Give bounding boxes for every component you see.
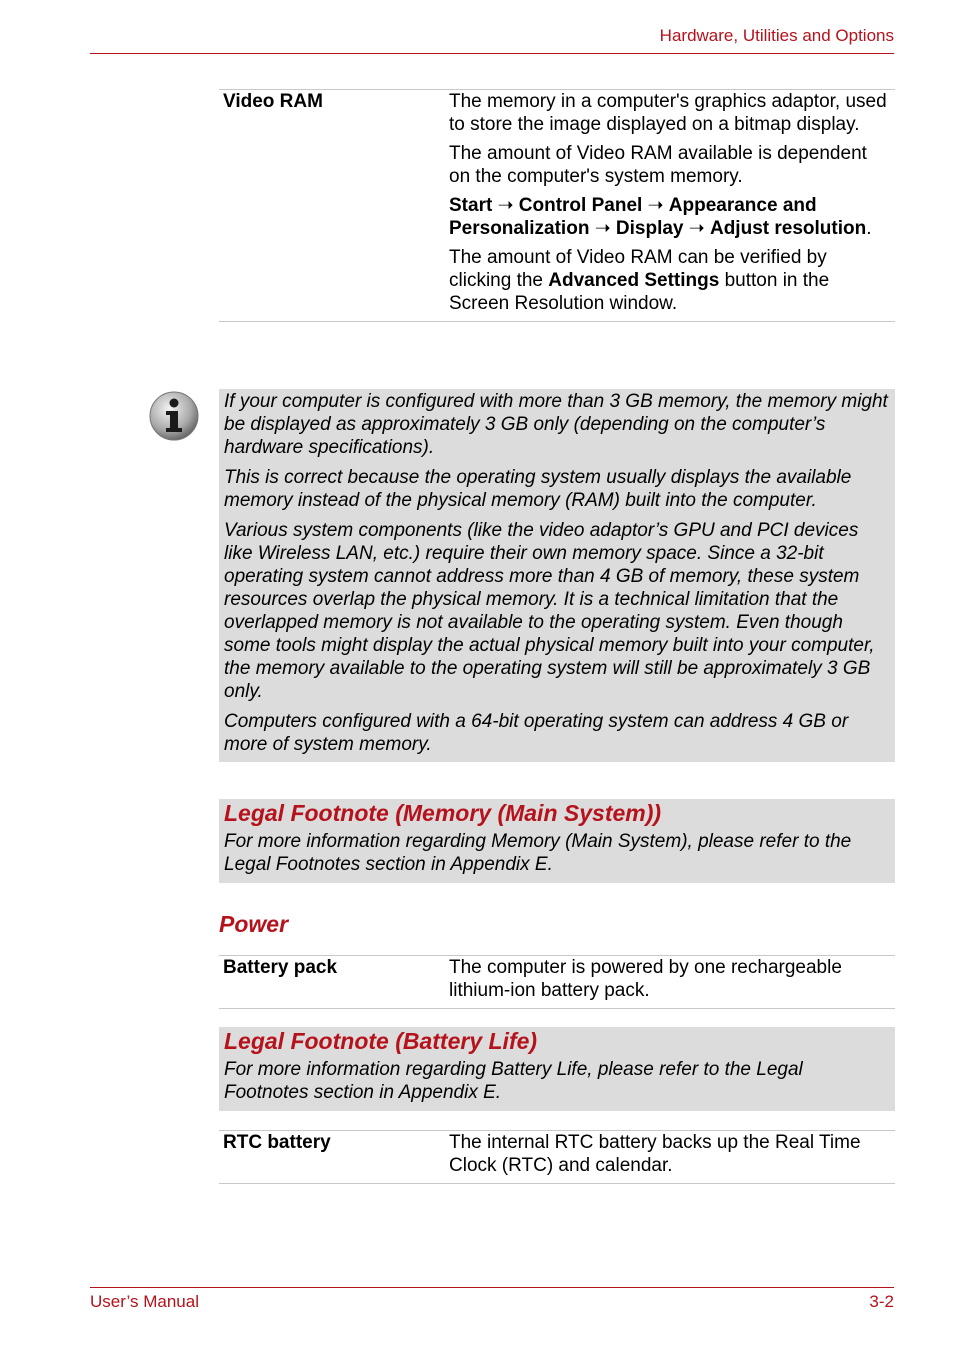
note-paragraph-4: Computers configured with a 64-bit operating system can address 4 GB or more of system memory. [224, 711, 849, 755]
path-appearance: Appearance and Personalization [449, 195, 817, 239]
legal-box-battery [219, 1027, 895, 1111]
section-heading-power: Power [219, 911, 289, 937]
desc-video-ram [445, 90, 895, 322]
term-battery-pack: Battery pack [223, 957, 338, 978]
path-start: Start [449, 195, 493, 216]
battery-pack-desc: The computer is powered by one rechargeable lithium-ion battery pack. [449, 957, 842, 1001]
arrow-icon: ➝ [688, 218, 705, 239]
battery-pack-section [219, 955, 895, 1009]
legal-title-battery: Legal Footnote (Battery Life) [224, 1028, 538, 1054]
path-end: . [866, 218, 872, 239]
note-paragraph-1: If your computer is configured with more than 3 GB memory, the memory might be displayed as approximately 3 GB only (depending on the computer’s hardware specifications). [224, 391, 888, 458]
note-box [219, 389, 895, 762]
memory-note-box [219, 389, 895, 762]
battery-pack-table [219, 955, 895, 1009]
legal-body-memory: For more information regarding Memory (Main System), please refer to the Legal Footnotes section in Appendix E. [224, 831, 852, 875]
footer-manual-title: User’s Manual [90, 1292, 199, 1311]
desc-battery-pack [445, 956, 895, 1009]
arrow-icon: ➝ [647, 195, 664, 216]
advanced-settings-label: Advanced Settings [548, 270, 720, 291]
header-title: Hardware, Utilities and Options [659, 26, 894, 45]
video-ram-path [449, 194, 891, 240]
rtc-battery-section [219, 1130, 895, 1184]
table-row [219, 956, 895, 1009]
legal-box-memory [219, 799, 895, 883]
video-ram-table [219, 89, 895, 322]
desc4-before: The amount of Video RAM can be verified by clicking the [449, 247, 827, 291]
video-ram-desc-2: The amount of Video RAM available is dependent on the computer's system memory. [449, 143, 867, 187]
path-display: Display [615, 218, 684, 239]
legal-footnote-battery [219, 1027, 895, 1111]
footer-rule [90, 1287, 894, 1288]
table-row [219, 90, 895, 322]
term-video-ram: Video RAM [223, 91, 323, 112]
arrow-icon: ➝ [497, 195, 514, 216]
legal-footnote-memory [219, 799, 895, 883]
term-rtc-battery: RTC battery [223, 1132, 331, 1153]
legal-title-memory: Legal Footnote (Memory (Main System)) [224, 800, 662, 826]
table-row [219, 1131, 895, 1184]
legal-body-battery: For more information regarding Battery Life, please refer to the Legal Footnotes section in Appendix E. [224, 1059, 803, 1103]
header-rule [90, 53, 894, 54]
info-icon [148, 390, 200, 442]
arrow-icon: ➝ [594, 218, 611, 239]
rtc-battery-table [219, 1130, 895, 1184]
video-ram-section [219, 89, 895, 322]
page-number: 3-2 [869, 1292, 894, 1311]
video-ram-desc-4 [449, 246, 891, 315]
path-adjust: Adjust resolution [709, 218, 867, 239]
rtc-battery-desc: The internal RTC battery backs up the Real Time Clock (RTC) and calendar. [449, 1132, 861, 1176]
note-paragraph-2: This is correct because the operating system usually displays the available memory instead of the physical memory (RAM) built into the computer. [224, 467, 852, 511]
video-ram-desc-1: The memory in a computer's graphics adaptor, used to store the image displayed on a bitmap display. [449, 91, 887, 135]
path-control-panel: Control Panel [518, 195, 643, 216]
desc-rtc-battery [445, 1131, 895, 1184]
note-paragraph-3: Various system components (like the video adaptor’s GPU and PCI devices like Wireless LAN, etc.) require their own memory space. Since a 32-bit operating system cannot address more than 4 GB of memory, these system resources overlap the physical memory. It is a technical limitation that the overlapped memory is not available to the operating system. Even though some tools might display the actual physical memory built into your computer, the memory available to the operating system will still be approximately 3 GB only. [224, 520, 875, 702]
power-section [219, 910, 895, 938]
desc4-after: button in the Screen Resolution window. [449, 270, 830, 314]
